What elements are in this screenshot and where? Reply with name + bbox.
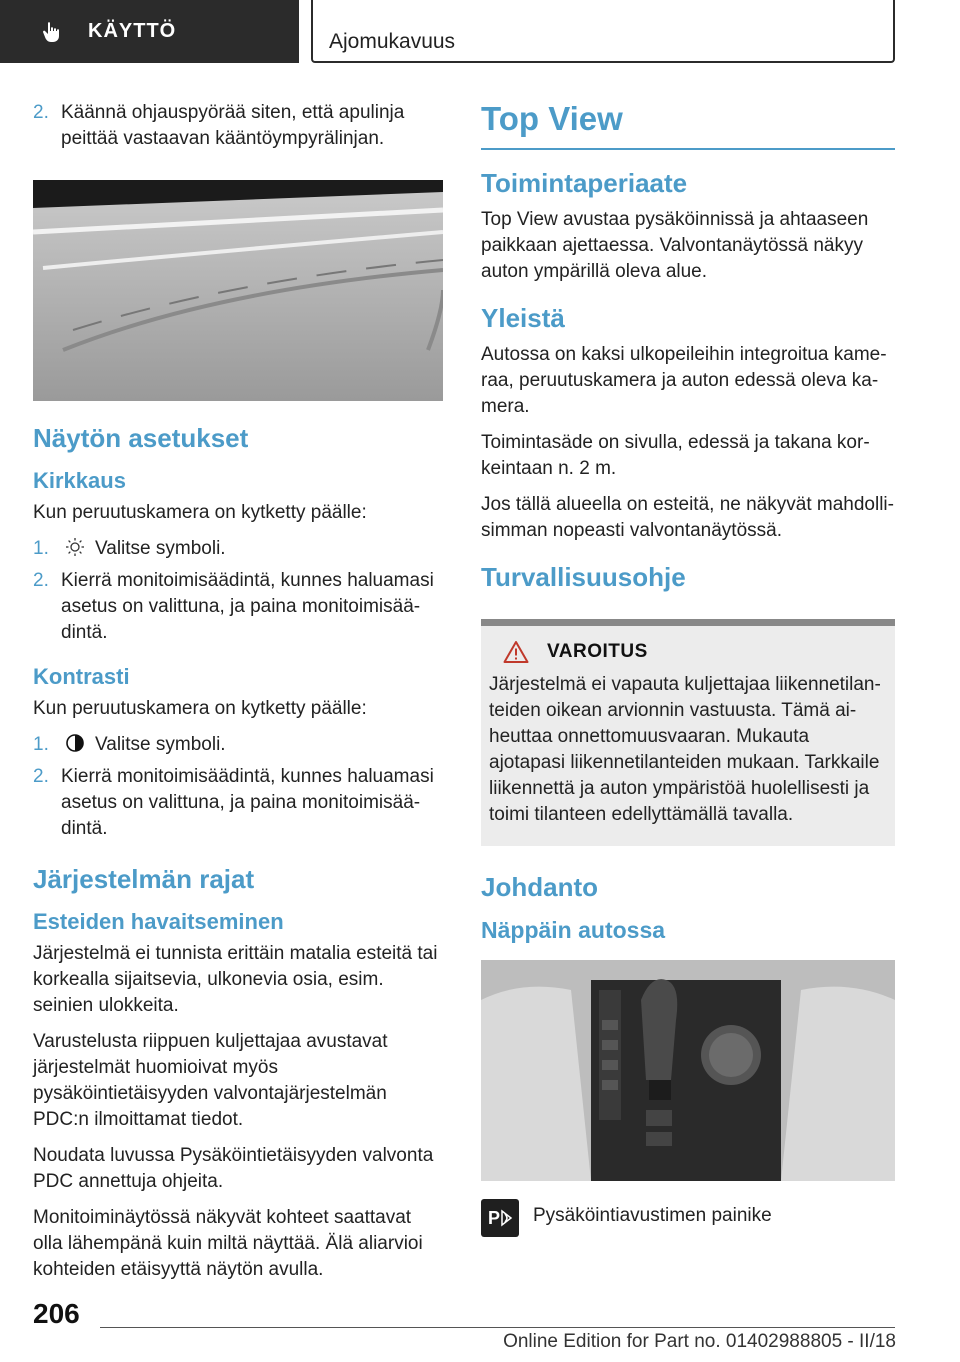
obstacle-paragraph: Monitoiminäytössä näkyvät kohteet saattavat olla lähempänä kuin miltä näyttää. Älä aliarvioi kohteiden etäisyyttä näytön avulla. [33, 1207, 423, 1280]
brightness-icon [65, 537, 85, 557]
obstacle-paragraph: Järjestelmä ei tunnista erittäin matalia esteitä tai korkealla sijaitsevia, ulkonevia osia, esim. seinien ulokkeita. [33, 943, 438, 1016]
button-caption: Pysäköintiavustimen painike [533, 1205, 772, 1226]
principle-text: Top View avustaa pysäköinnissä ja ahtaaseen paikkaan ajettaessa. Valvontanäytössä näkyy auton ympärillä oleva alue. [481, 209, 869, 282]
list-number: 1. [33, 734, 49, 755]
list-text: Käännä ohjauspyörää siten, että apulinja peittää vastaavan kääntöympyrälinjan. [61, 102, 405, 149]
warning-box [481, 619, 895, 846]
list-number: 2. [33, 570, 49, 591]
obstacle-paragraph: Noudata luvussa Pysäköintietäisyyden valvonta PDC annettuja ohjeita. [33, 1145, 434, 1192]
list-number: 2. [33, 102, 49, 123]
rear-camera-image [33, 180, 443, 401]
general-heading: Yleistä [481, 303, 565, 333]
warning-label: VAROITUS [547, 641, 648, 662]
list-number: 1. [33, 538, 49, 559]
button-heading: Näppäin autossa [481, 917, 666, 943]
list-text: Valitse symboli. [95, 538, 226, 559]
section-tab [311, 0, 895, 63]
contrast-heading: Kontrasti [33, 664, 130, 689]
list-text-wrap [61, 732, 443, 758]
chapter-tab [0, 0, 299, 63]
contrast-intro: Kun peruutuskamera on kytketty päälle: [33, 698, 367, 719]
general-paragraph: Toimintasäde on sivulla, edessä ja takana korkeintaan n. 2 m. [481, 432, 870, 479]
general-paragraph: Autossa on kaksi ulkopeileihin integroitua kameraa, peruutuskamera ja auton edessä oleva kamera. [481, 344, 887, 417]
center-console-illustration [481, 960, 895, 1181]
brightness-heading: Kirkkaus [33, 468, 126, 493]
center-console-image [481, 960, 895, 1181]
list-text: Kierrä monitoimisäädintä, kunnes haluamasi asetus on valittuna, ja paina monitoimisäädintä. [61, 766, 434, 839]
obstacle-paragraph: Varustelusta riippuen kuljettajaa avustavat järjestelmät huomioivat myös pysäköintietäisyyden valvontajärjestelmän PDC:n ilmoittamat tiedot. [33, 1031, 388, 1130]
list-item [33, 764, 443, 842]
section-title: Ajomukavuus [329, 30, 456, 53]
list-item [33, 100, 443, 152]
list-text: Valitse symboli. [95, 734, 226, 755]
left-column [33, 100, 443, 1293]
parking-assist-icon [481, 1199, 519, 1237]
contrast-icon [65, 733, 85, 753]
page-number: 206 [33, 1298, 80, 1329]
hand-pointer-icon [40, 20, 64, 44]
limits-heading: Järjestelmän rajat [33, 864, 255, 894]
intro-heading: Johdanto [481, 872, 598, 902]
general-paragraph: Jos tällä alueella on esteitä, ne näkyvät mahdollisimman nopeasti valvontanäytössä. [481, 494, 894, 541]
warning-text: Järjestelmä ei vapauta kuljettajaa liikennetilanteiden oikean arvionnin vastuusta. Tämä aiheuttaa onnettomuusvaaran. Mukauta ajotapasi liikennetilanteiden mukaan. Tarkkaile liikennettä ja auton ympäristöä huolellisesti ja toimi tilanteen edellyttämällä tavalla. [489, 674, 881, 825]
brightness-intro: Kun peruutuskamera on kytketty päälle: [33, 502, 367, 523]
warning-triangle-icon [503, 640, 529, 664]
chapter-title: KÄYTTÖ [88, 20, 177, 42]
list-item [33, 536, 443, 562]
camera-view-illustration [33, 180, 443, 401]
warning-header [503, 640, 887, 664]
list-text: Kierrä monitoimisäädintä, kunnes haluamasi asetus on valittuna, ja paina monitoimisäädintä. [61, 570, 434, 643]
principle-heading: Toimintaperiaate [481, 168, 688, 198]
list-text-wrap [61, 536, 443, 562]
obstacle-heading: Esteiden havaitseminen [33, 909, 284, 934]
edition-note: Online Edition for Part no. 01402988805 - II/18 [503, 1331, 896, 1352]
top-view-title: Top View [481, 100, 895, 150]
svg-text:P: P [488, 1208, 501, 1228]
right-column [481, 100, 895, 1237]
list-item [33, 732, 443, 758]
footer-divider [100, 1327, 895, 1328]
parking-button-row [481, 1199, 895, 1237]
list-item [33, 568, 443, 646]
safety-heading: Turvallisuusohje [481, 562, 686, 592]
list-number: 2. [33, 766, 49, 787]
settings-heading: Näytön asetukset [33, 423, 249, 453]
